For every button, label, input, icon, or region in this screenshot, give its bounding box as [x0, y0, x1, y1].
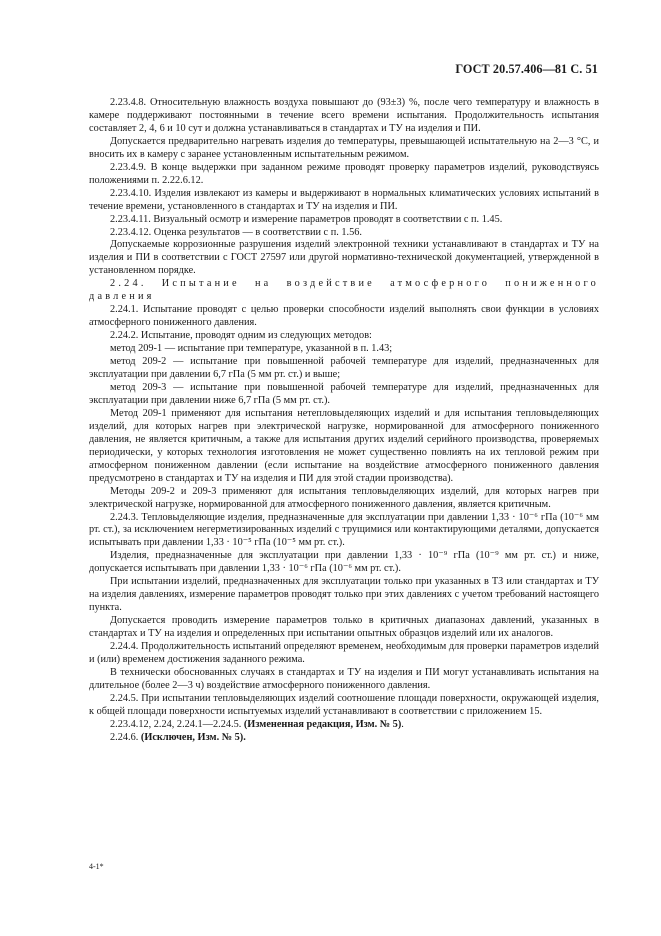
paragraph: метод 209-3 — испытание при повышенной рабочей температуре для изделий, предназначенных для эксплуатации при давлении ниже 6,7 гПа (5 мм рт. ст.). [89, 381, 599, 406]
paragraph: 2.23.4.9. В конце выдержки при заданном режиме проводят проверку параметров изделий, руководствуясь положениями п. 2.22.6.12. [89, 161, 599, 186]
paragraph: метод 209-1 — испытание при температуре, указанной в п. 1.43; [110, 343, 393, 355]
paragraph: 2.23.4.12. Оценка результатов — в соответствии с п. 1.56. [110, 226, 362, 238]
amendment-bold: (Измененная редакция, Изм. № 5) [243, 718, 402, 730]
paragraph: 2.23.4.8. Относительную влажность воздуха повышают до (93±3) %, после чего температуру и влажность в камере поддерживают постоянными в течение всего времени испытания. Продолжительность испытания составляет 2, 4, 6 и 10 сут и должна устанавливаться в стандартах и ТУ на изделия и ПИ. [89, 97, 599, 134]
page-footer: 4-1* [89, 862, 104, 871]
paragraph: 2.24.4. Продолжительность испытаний определяют временем, необходимым для проверки параметров изделий и (или) временем достижения заданного режима. [89, 641, 599, 665]
amendment-bold: (Исключен, Изм. № 5). [140, 731, 246, 743]
paragraph: 2.23.4.10. Изделия извлекают из камеры и выдерживают в нормальных климатических условиях испытаний в течение времени, установленного в стандартах и ТУ на изделия и ПИ. [89, 187, 599, 212]
amendment-note [89, 732, 599, 745]
paragraph: 2.23.4.11. Визуальный осмотр и измерение параметров проводят в соответствии с п. 1.45. [110, 213, 503, 225]
amendment-ref: 2.24.6. [110, 731, 139, 743]
document-body [89, 97, 599, 745]
amendment-tail: . [401, 718, 404, 730]
paragraph: Метод 209-1 применяют для испытания нетепловыделяющих изделий и для испытания тепловыделяющих изделий, для которых нагрев при электрической нагрузке, нормированной для атмосферного пониженного давления, не является критичным, а также для испытания других изделий серийного производства, проверяемых периодически, у которых технология изготовления не может существенно повлиять на их тепловой режим при атмосферном пониженном давлении (если испытание на воздействие атмосферного пониженного давления предусмотрено в стандартах и ТУ на изделия и ПИ для этой стадии производства). [89, 407, 599, 484]
paragraph: Изделия, предназначенные для эксплуатации при давлении 1,33 · 10⁻⁹ гПа (10⁻⁹ мм рт. ст.) и ниже, допускается испытывать при давлении 1,33 · 10⁻⁶ гПа (10⁻⁶ мм рт. ст.). [89, 550, 599, 575]
paragraph: Допускается проводить измерение параметров только в критичных диапазонах давлений, указанных в стандартах и ТУ на изделия и определенных при испытании опытных образцов изделий или их аналогов. [89, 615, 599, 640]
paragraph: метод 209-2 — испытание при повышенной рабочей температуре для изделий, предназначенных для эксплуатации при давлении 6,7 гПа (5 мм рт. ст.) и выше; [89, 356, 599, 381]
paragraph: 2.24.1. Испытание проводят с целью проверки способности изделий выполнять свои функции в условиях атмосферного пониженного давления. [89, 304, 599, 329]
paragraph: 2.24.5. При испытании тепловыделяющих изделий соотношение площади поверхности, окружающей изделия, к общей площади поверхности испытуемых изделий устанавливают в соответствии с приложением 15. [89, 692, 599, 717]
paragraph: 2.24.2. Испытание, проводят одним из следующих методов: [110, 330, 372, 342]
section-heading: 2.24. Испытание на воздействие атмосферного пониженного давления [89, 278, 599, 303]
amendment-note [89, 719, 599, 732]
paragraph: Допускаемые коррозионные разрушения изделий электронной техники устанавливают в стандартах и ТУ на изделия и ПИ в соответствии с ГОСТ 27597 или другой нормативно-технической документацией, утвержденной в установленном порядке. [89, 239, 599, 277]
amendment-ref: 2.23.4.12, 2.24, 2.24.1—2.24.5. [110, 718, 242, 730]
paragraph: Методы 209-2 и 209-3 применяют для испытания тепловыделяющих изделий, для которых нагрев при электрической нагрузке, нормированной для атмосферного пониженного давления, является критичным. [89, 485, 599, 510]
paragraph: При испытании изделий, предназначенных для эксплуатации только при указанных в ТЗ или стандартах и ТУ на изделия давлениях, измерение параметров проводят только при этих давлениях с учетом требований настоящего пункта. [89, 576, 599, 614]
paragraph: В технически обоснованных случаях в стандартах и ТУ на изделия и ПИ могут устанавливать испытания на длительное (более 2—3 ч) воздействие атмосферного пониженного давления. [89, 666, 599, 691]
paragraph: Допускается предварительно нагревать изделия до температуры, превышающей испытательную на 2—3 °С, и вносить их в камеру с заранее установленным испытательным режимом. [89, 135, 599, 160]
paragraph: 2.24.3. Тепловыделяющие изделия, предназначенные для эксплуатации при давлении 1,33 · 10⁻⁶ гПа (10⁻⁶ мм рт. ст.), за исключением негерметизированных изделий с трущимися или контактирующими деталями, допускается испытывать при давлении 1,33 · 10⁻⁵ гПа (10⁻⁵ мм рт. ст.). [89, 511, 599, 549]
page-header: ГОСТ 20.57.406—81 С. 51 [455, 62, 598, 76]
